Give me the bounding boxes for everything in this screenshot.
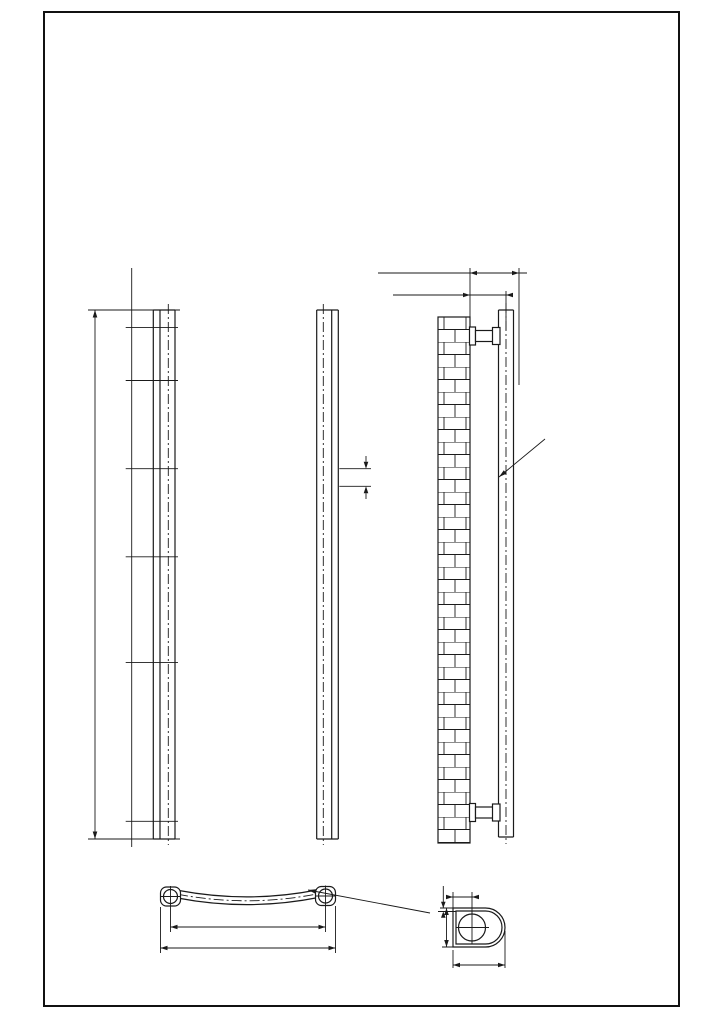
upright-right [317,304,339,845]
wall-hatch [438,317,470,843]
upright-left [153,304,175,845]
wall-bracket-bottom [470,804,501,822]
diameter-leader [499,439,545,477]
front-view [88,268,371,847]
upright-side [499,303,514,844]
plan-view [160,886,430,954]
dimension-lines [95,268,132,847]
section-view [438,886,505,968]
end-cap-right [315,886,336,907]
wall-bracket-top [470,327,501,345]
side-view [378,268,545,844]
end-cap-left [160,886,181,907]
extension-lines [88,310,371,839]
